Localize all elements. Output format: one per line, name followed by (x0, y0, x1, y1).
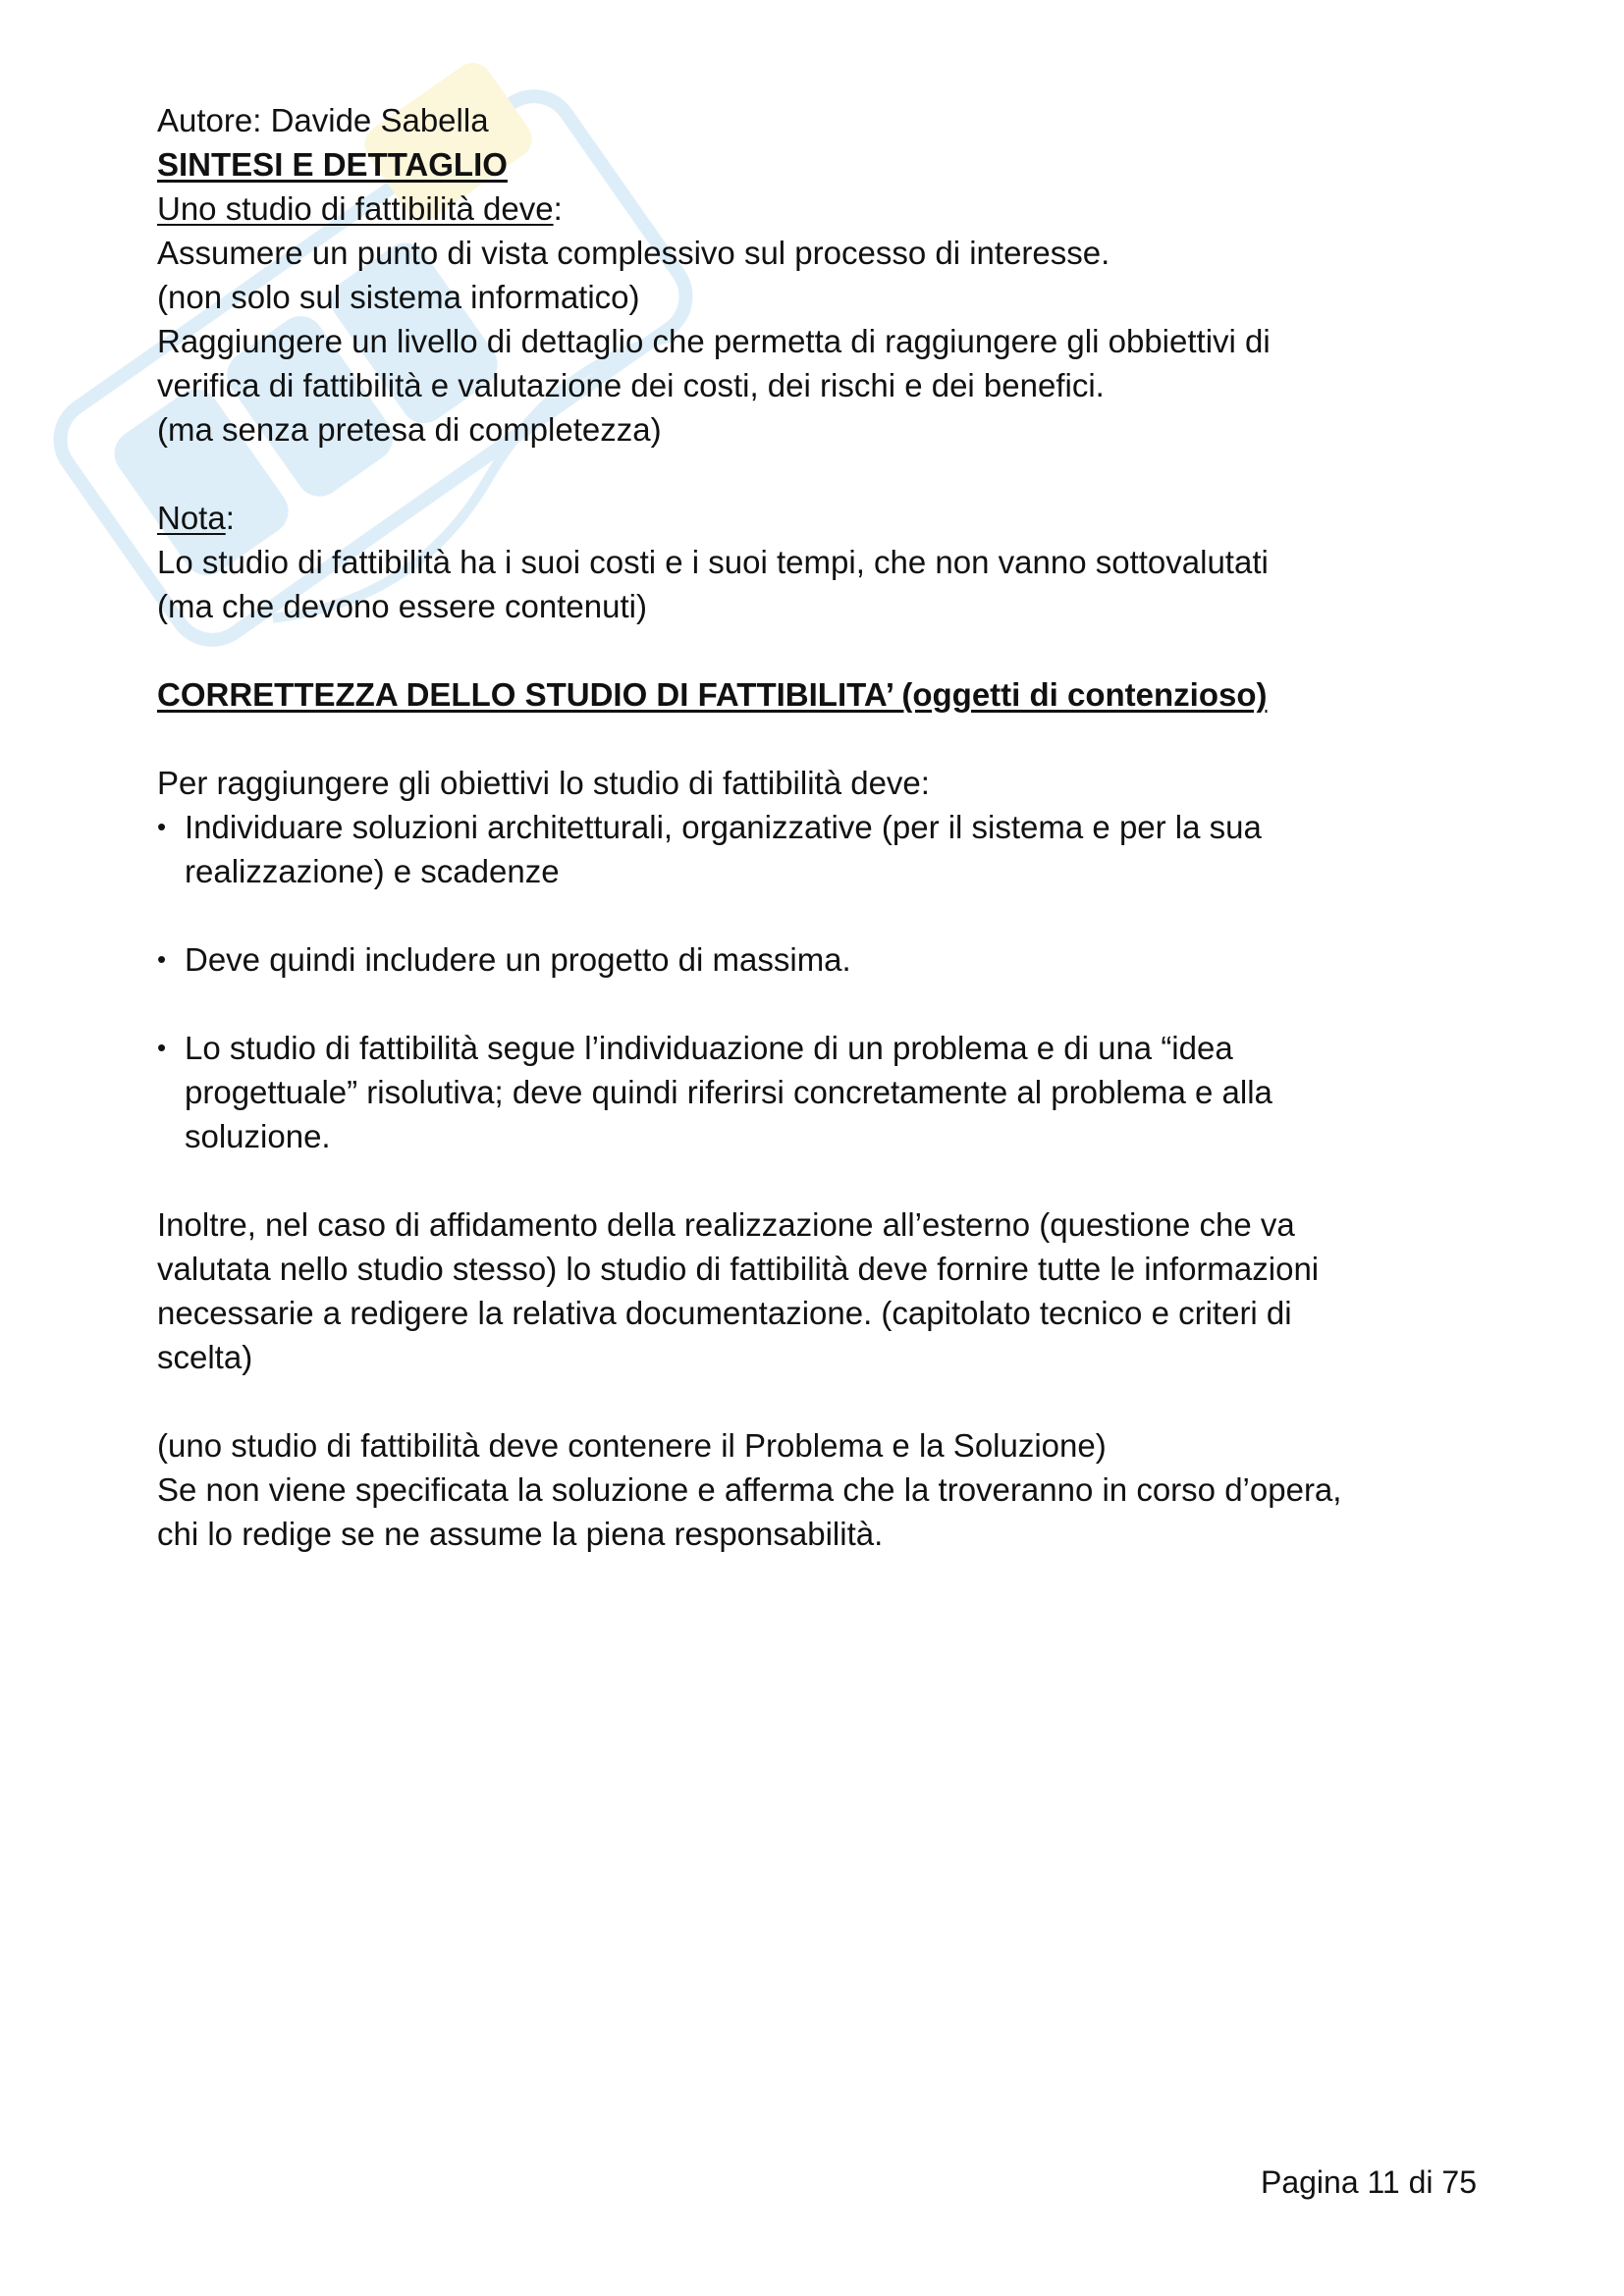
closing-line: Se non viene specificata la soluzione e afferma che la troveranno in corso d’opera, (157, 1471, 1342, 1508)
bullet-icon: • (157, 812, 167, 841)
closing-line: chi lo redige se ne assume la piena responsabilità. (157, 1516, 884, 1552)
spacer (157, 982, 1492, 1026)
spacer (157, 452, 1492, 496)
body-line: (non solo sul sistema informatico) (157, 279, 640, 315)
list-intro: Per raggiungere gli obiettivi lo studio di fattibilità deve: (157, 765, 930, 801)
list-item-line: Individuare soluzioni architetturali, organizzative (per il sistema e per la sua (185, 809, 1262, 845)
list-item-line: progettuale” risolutiva; deve quindi riferirsi concretamente al problema e alla (185, 1074, 1272, 1110)
spacer (157, 1158, 1492, 1202)
note-line: (ma che devono essere contenuti) (157, 588, 647, 624)
list-item-line: Deve quindi includere un progetto di massima. (185, 941, 851, 978)
author-line: Autore: Davide Sabella (157, 102, 489, 138)
note-line: Lo studio di fattibilità ha i suoi costi e i suoi tempi, che non vanno sottovalutati (157, 544, 1269, 580)
document-page (157, 98, 1492, 1556)
paragraph-line: necessarie a redigere la relativa documentazione. (capitolato tecnico e criteri di (157, 1295, 1292, 1331)
body-line: verifica di fattibilità e valutazione dei costi, dei rischi e dei benefici. (157, 367, 1105, 403)
list-item-line: soluzione. (185, 1118, 331, 1154)
paragraph-line: valutata nello studio stesso) lo studio di fattibilità deve fornire tutte le informazioni (157, 1251, 1320, 1287)
body-line: (ma senza pretesa di completezza) (157, 411, 662, 448)
bullet-icon: • (157, 1033, 167, 1062)
spacer (157, 893, 1492, 937)
list-item-line: Lo studio di fattibilità segue l’individuazione di un problema e di una “idea (185, 1030, 1233, 1066)
list-item (157, 805, 1492, 893)
note-label: Nota (157, 500, 226, 536)
page-number: Pagina 11 di 75 (1260, 2164, 1477, 2200)
body-line: Assumere un punto di vista complessivo sul processo di interesse. (157, 235, 1110, 271)
section-intro-colon: : (553, 190, 563, 227)
section-intro (157, 187, 1492, 231)
closing-line: (uno studio di fattibilità deve contenere il Problema e la Soluzione) (157, 1427, 1107, 1464)
list-item-line: realizzazione) e scadenze (185, 853, 560, 889)
section-heading-correttezza: CORRETTEZZA DELLO STUDIO DI FATTIBILITA’ (oggetti di contenzioso) (157, 676, 1268, 713)
paragraph-line: scelta) (157, 1339, 253, 1375)
spacer (157, 1379, 1492, 1423)
body-line: Raggiungere un livello di dettaglio che permetta di raggiungere gli obbiettivi di (157, 323, 1271, 359)
section-heading-sintesi: SINTESI E DETTAGLIO (157, 146, 508, 183)
list-item (157, 937, 1492, 982)
spacer (157, 717, 1492, 761)
bullet-icon: • (157, 944, 167, 974)
spacer (157, 628, 1492, 672)
note-colon: : (225, 500, 235, 536)
list-item (157, 1026, 1492, 1158)
paragraph-line: Inoltre, nel caso di affidamento della realizzazione all’esterno (questione che va (157, 1206, 1295, 1243)
section-intro-underlined: Uno studio di fattibilità deve (157, 190, 554, 227)
note-label-line (157, 496, 1492, 540)
